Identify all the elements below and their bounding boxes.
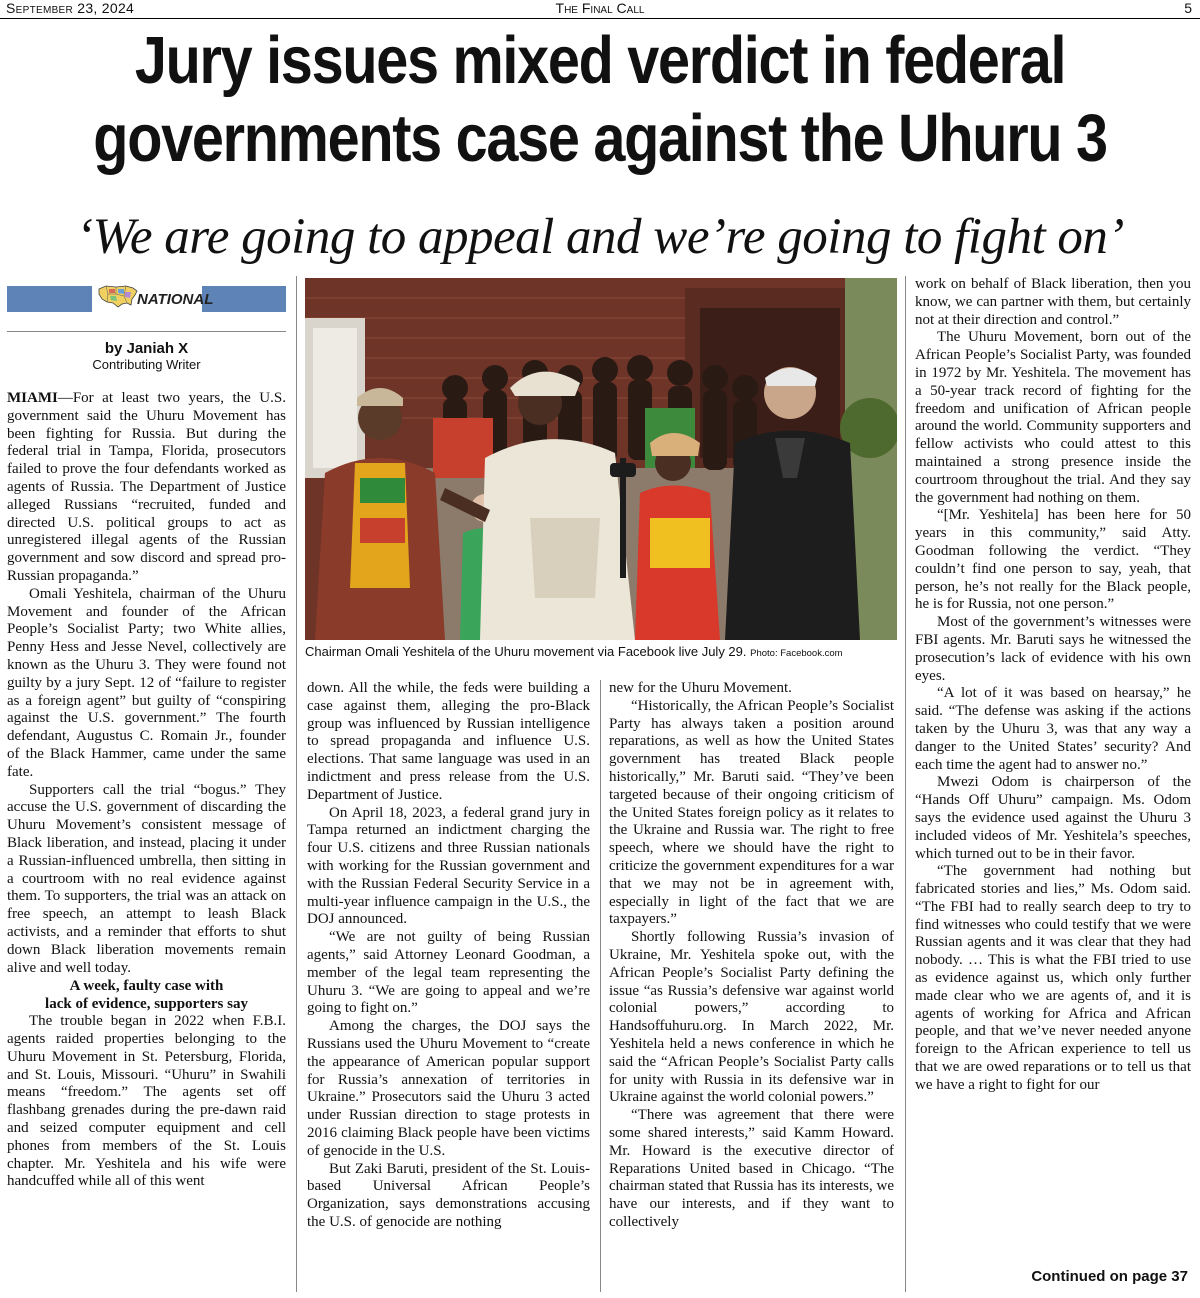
paragraph: Shortly following Russia’s invasion of Ukraine, Mr. Yeshitela spoke out, with the African People’s Socialist Party defining the issue “as Russia’s defensive war against world colonial powers,” according to Handsoffuhuru.org. In March 2022, Mr. Yeshitela held a news conference in which he said the “African People’s Socialist Party calls for unity with Russia in its defensive war in Ukraine against the world colonial powers.”: [609, 929, 894, 1106]
headline-line-1: Jury issues mixed verdict in federal: [134, 23, 1066, 98]
paragraph: new for the Uhuru Movement.: [609, 680, 792, 696]
group-photo-illustration: [305, 278, 897, 640]
paragraph: Supporters call the trial “bogus.” They accuse the U.S. government of discarding the Uhuru Movement’s consistent message of Black liberation, and instead, placing it under a Russian-influenced umbrella, then sitting in a courtroom with no real evidence against them. To supporters, the trial was an attack on free speech, an attempt to leash Black activists, and a reminder that efforts to shut down Black liberation movements remain alive and well today.: [7, 781, 286, 976]
paper-name: The Final Call: [555, 0, 645, 16]
paragraph-text: —For at least two years, the U.S. government said the Uhuru Movement has been fighting for Russia. But during the federal trial in Tampa, Florida, prosecutors failed to prove the four defendants worked as agents of Russia. The Department of Justice alleged Russians “recruited, funded and directed U.S. political groups to act as unregistered illegal agents of the Russian government and sow discord and spread pro-Russian propaganda.”: [7, 390, 286, 584]
subhead-line-1: A week, faulty case with: [69, 978, 224, 995]
subhead-line-2: lack of evidence, supporters say: [45, 996, 248, 1013]
paragraph: Most of the government’s witnesses were FBI agents. Mr. Baruti says he witnessed the prosecution’s lack of evidence with his own eyes.: [915, 614, 1191, 684]
byline-rule: [7, 331, 286, 332]
article-column-3: [609, 680, 894, 1232]
column-rule: [296, 276, 297, 1292]
headline: [84, 22, 1116, 178]
dateline: MIAMI: [7, 390, 58, 406]
us-map-icon: [96, 280, 140, 310]
column-rule: [600, 680, 601, 1292]
section-subhead: [7, 977, 286, 1013]
author-name: by Janiah X: [104, 340, 189, 357]
photo-caption: [305, 644, 905, 662]
column-rule: [905, 276, 906, 1292]
byline: [7, 340, 286, 373]
paragraph: The Uhuru Movement, born out of the African People’s Socialist Party, was founded in 1972 by Mr. Yeshitela. The movement has a 50-year track record of fighting for the freedom and unification of African people around the world. Community supporters and fellow activists who could attest to this maintained a strong presence inside the courtroom throughout the trial. And they say the government had nothing on them.: [915, 329, 1191, 506]
section-banner: [7, 286, 286, 312]
paragraph: But Zaki Baruti, president of the St. Louis-based Universal African People’s Organization, says demonstrations accusing the U.S. of genocide are nothing: [307, 1160, 590, 1230]
paragraph: “We are not guilty of being Russian agents,” said Attorney Leonard Goodman, a member of the legal team representing the Uhuru 3. “We are going to appeal and we’re going to fight on.”: [307, 929, 590, 1017]
paragraph: [7, 390, 286, 586]
paragraph: “A lot of it was based on hearsay,” he said. “The defense was asking if the actions taken by the Uhuru 3, was that any way a danger to the United States’ security? And each time the agent had to answer no.”: [915, 685, 1191, 773]
paragraph: “The government had nothing but fabricated stories and lies,” Ms. Odom said. “The FBI had to really search deep to try to find witnesses who could testify that we were Russian agents and it was clear that they had nobody. … This is what the FBI tried to use as evidence against us, which only further made clear who we are agents of, and it is agents of working for Africa and African people, and that we’ve never needed anyone foreign to the African experience to tell us that we are owed reparations or to tell us that we have a right to fight for our: [915, 863, 1191, 1093]
paragraph: Mwezi Odom is chairperson of the “Hands Off Uhuru” campaign. Ms. Odom says the evidence used against the Uhuru 3 included videos of Mr. Yeshitela’s speeches, which turned out to be in their favor.: [915, 774, 1191, 862]
paragraph: work on behalf of Black liberation, then you know, we can partner with them, but certainly not at their direction and control.”: [915, 276, 1191, 328]
caption-text: Chairman Omali Yeshitela of the Uhuru movement via Facebook live July 29.: [305, 644, 747, 659]
article-column-2: [307, 680, 590, 1232]
section-label: NATIONAL: [137, 291, 214, 308]
article-photo: [305, 278, 897, 640]
issue-date: September 23, 2024: [6, 0, 135, 16]
paragraph: “[Mr. Yeshitela] has been here for 50 years in this community,” said Atty. Goodman following the verdict. “They couldn’t find one person to say, yeah, that person, he’s not really for the Black people, he is for Russia, not one person.”: [915, 507, 1191, 613]
photo-credit: Photo: Facebook.com: [750, 648, 843, 659]
paragraph: “There was agreement that there were some shared interests,” said Kamm Howard. Mr. Howard is the executive director of Reparations United based in Chicago. “The chairman stated that Russia has its interests, we have our interests, and if they want to collectively: [609, 1107, 894, 1230]
paragraph: Omali Yeshitela, chairman of the Uhuru Movement and founder of the African People’s Socialist Party; two White allies, Penny Hess and Jesse Nevel, collectively are known as the Uhuru 3. They were found not guilty by a jury Sept. 12 of “failure to register as a foreign agent” but guilty of “conspiring against the U.S. government.” The fourth defendant, Augustus C. Romain Jr., founder of the Black Hammer, came under the same fate.: [7, 585, 286, 780]
article-column-1: [7, 390, 286, 1191]
headline-line-2: governments case against the Uhuru 3: [93, 101, 1107, 176]
paragraph: On April 18, 2023, a federal grand jury in Tampa returned an indictment charging the four U.S. citizens and three Russian nationals with working for the Russian government and with the Russian Federal Security Service in a multi-year influence campaign in the U.S., the DOJ announced.: [307, 804, 590, 928]
author-role: Contributing Writer: [92, 357, 201, 372]
paragraph: “Historically, the African People’s Socialist Party has always taken a position around reparations, as well as how the United States government has treated Black people historically,” Mr. Baruti said. “They’ve been targeted because of their ongoing criticism of the United States foreign policy as it relates to the Ukraine and Russia war. The right to free speech, where we should have the right to criticize the government expenditures for a war that we may not be in agreement with, especially in light of the fact that we are taxpayers.”: [609, 697, 894, 928]
paragraph: Among the charges, the DOJ says the Russians used the Uhuru Movement to “create the appearance of American popular support for Russia’s annexation of territories in Ukraine.” Prosecutors said the Uhuru 3 acted under Russian direction to stage protests in 2016 claiming Black people have been victims of genocide in the U.S.: [307, 1018, 590, 1159]
masthead-bar: [0, 0, 1200, 19]
page-number: 5: [1184, 0, 1192, 16]
paragraph: down. All the while, the feds were building a case against them, alleging the pro-Black group was influenced by Russian intelligence to spread propaganda and influence U.S. elections. That same language was used in an indictment and press release from the U.S. Department of Justice.: [307, 680, 590, 803]
article-column-4: [915, 276, 1191, 1095]
continued-notice: Continued on page 37: [1031, 1268, 1188, 1285]
paragraph: The trouble began in 2022 when F.B.I. agents raided properties belonging to the Uhuru Movement in St. Petersburg, Florida, and St. Louis, Missouri. “Uhuru” in Swahili means “freedom.” The agents set off flashbang grenades during the pre-dawn raid and seized computer equipment and cell phones from members of the St. Louis chapter. Mr. Yeshitela and his wife were handcuffed while all of this went: [7, 1013, 286, 1190]
subheadline: ‘We are going to appeal and we’re going to fight on’: [76, 209, 1124, 265]
